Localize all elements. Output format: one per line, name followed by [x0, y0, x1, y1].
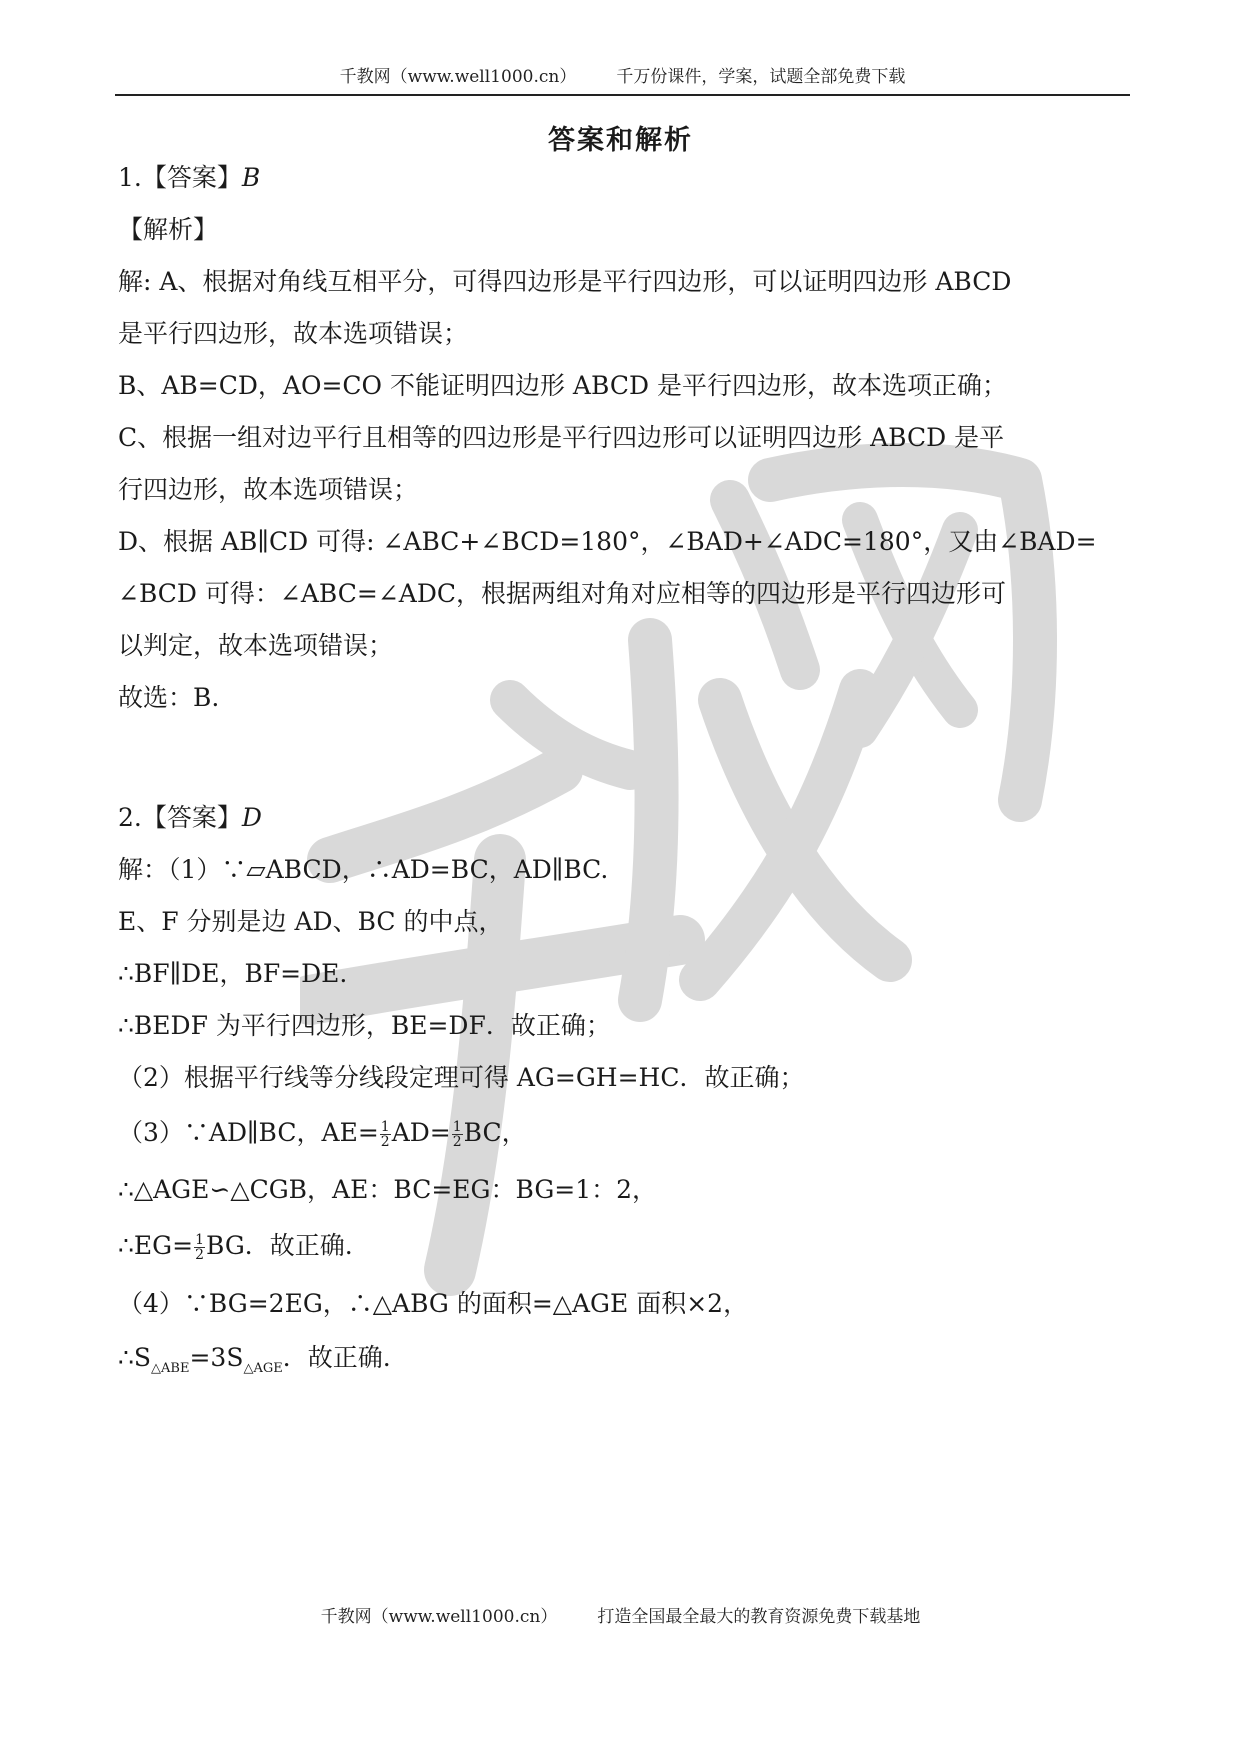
q2-line-fraction: [118, 1115, 527, 1151]
q1-analysis-heading: 【解析】: [118, 215, 219, 244]
header-divider: [115, 94, 1130, 96]
subscript: △AGE: [243, 1361, 283, 1376]
q1-line: D、根据 AB∥CD 可得: ∠ABC+∠BCD=180°，∠BAD+∠ADC=180°，又由∠BAD=: [118, 527, 1097, 556]
q2-line: ∴△AGE∽△CGB，AE：BC=EG：BG=1：2，: [118, 1175, 658, 1204]
q2-line: 解：（1）∵▱ABCD，∴AD=BC，AD∥BC.: [118, 855, 609, 884]
q2-line-fraction: [118, 1228, 353, 1264]
fraction-denominator: 2: [380, 1134, 390, 1150]
q1-line: 故选：B.: [118, 683, 220, 712]
q2-line-subscript: [118, 1340, 391, 1387]
footer-site: 千教网（www.well1000.cn）: [320, 1607, 558, 1627]
fraction-numerator: 1: [195, 1232, 204, 1248]
q2-line10-text: =3S: [189, 1343, 244, 1372]
q1-answer: B: [241, 163, 261, 192]
q2-line10-text: ．故正确.: [282, 1343, 391, 1372]
page-footer: [0, 1602, 1241, 1627]
fraction-half: [194, 1233, 205, 1262]
q1-line: C、根据一组对边平行且相等的四边形是平行四边形可以证明四边形 ABCD 是平: [118, 423, 1005, 452]
header-slogan: 千万份课件，学案，试题全部免费下载: [616, 67, 906, 87]
fraction-numerator: 1: [452, 1119, 462, 1135]
subscript: △ABE: [151, 1361, 190, 1376]
q2-line: ∴BEDF 为平行四边形，BE=DF．故正确；: [118, 1011, 611, 1040]
q2-line8-text: ∴EG=: [118, 1231, 194, 1260]
header-site: 千教网（www.well1000.cn）: [339, 67, 577, 87]
fraction-numerator: 1: [380, 1119, 390, 1135]
q2-line: （2）根据平行线等分线段定理可得 AG=GH=HC．故正确；: [118, 1063, 805, 1092]
q2-line8-text: BG．故正确.: [206, 1231, 353, 1260]
q2-answer: D: [241, 803, 262, 832]
q1-line: B、AB=CD，AO=CO 不能证明四边形 ABCD 是平行四边形，故本选项正确；: [118, 371, 1007, 400]
q1-line: 以判定，故本选项错误；: [118, 631, 394, 660]
q1-line: 是平行四边形，故本选项错误；: [118, 319, 469, 348]
q2-answer-prefix: 2.【答案】: [118, 803, 242, 832]
q2-line6-text: BC，: [463, 1118, 527, 1147]
q2-line10-text: ∴S: [118, 1343, 152, 1372]
fraction-denominator: 2: [195, 1247, 204, 1263]
q2-answer-line: [118, 800, 262, 836]
q2-line: （4）∵BG=2EG，∴△ABG 的面积=△AGE 面积×2，: [118, 1289, 749, 1318]
q2-line6-text: AD=: [391, 1118, 451, 1147]
page-title: 答案和解析: [548, 125, 693, 156]
q1-answer-line: [118, 160, 260, 196]
q1-line: ∠BCD 可得：∠ABC=∠ADC，根据两组对角对应相等的四边形是平行四边形可: [118, 579, 1006, 608]
fraction-half: [380, 1120, 391, 1149]
q2-line: E、F 分别是边 AD、BC 的中点，: [118, 907, 504, 936]
q1-answer-prefix: 1.【答案】: [118, 163, 242, 192]
fraction-half: [452, 1120, 463, 1149]
q1-line: 行四边形，故本选项错误；: [118, 475, 419, 504]
page-header: [115, 62, 1130, 87]
q2-line: ∴BF∥DE，BF=DE.: [118, 959, 348, 988]
fraction-denominator: 2: [452, 1134, 462, 1150]
q2-line6-text: （3）∵AD∥BC，AE=: [118, 1118, 379, 1147]
footer-slogan: 打造全国最全最大的教育资源免费下载基地: [597, 1607, 921, 1627]
q1-line: 解: A、根据对角线互相平分，可得四边形是平行四边形，可以证明四边形 ABCD: [118, 267, 1012, 296]
